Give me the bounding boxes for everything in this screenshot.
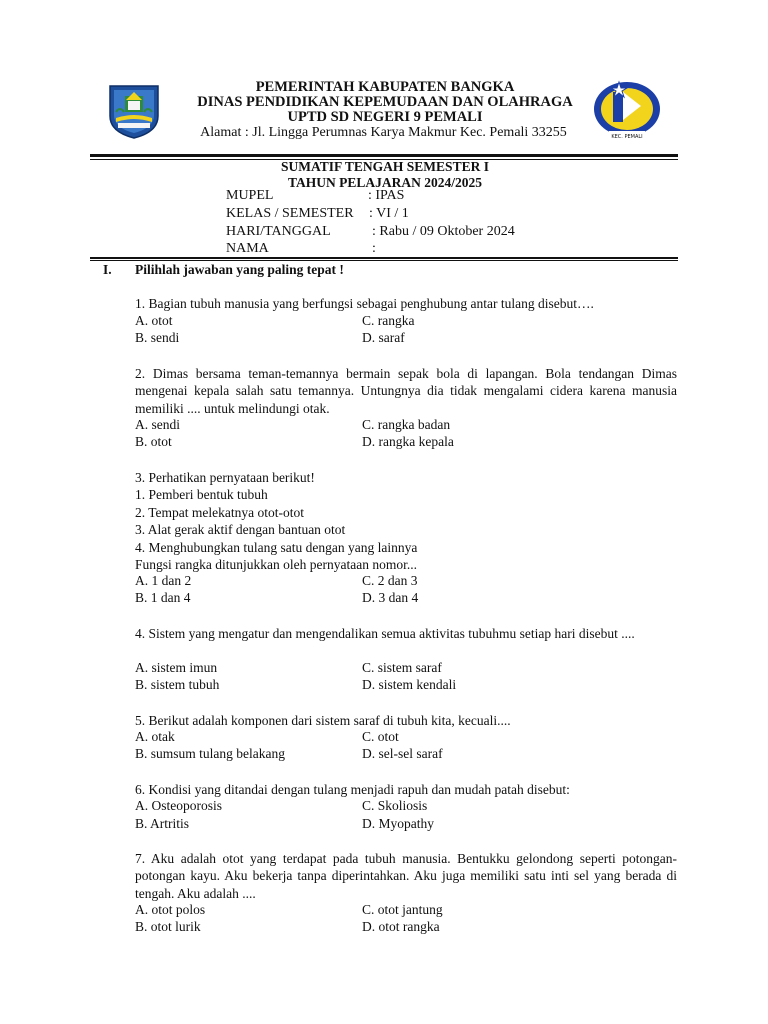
info-value: : Rabu / 09 Oktober 2024 [372,224,515,239]
info-label: KELAS / SEMESTER [226,206,354,221]
option-d: D. rangka kepala [362,434,454,449]
question-7 [135,850,677,902]
option-c: C. 2 dan 3 [362,573,418,588]
option-d: D. Myopathy [362,816,434,831]
info-value: : VI / 1 [369,206,409,221]
question-text: 4. Sistem yang mengatur dan mengendalikan semua aktivitas tubuhmu setiap hari disebut .... [135,626,635,641]
option-b: B. sistem tubuh [135,677,220,692]
info-divider-thin [90,260,678,261]
kabupaten-bangka-logo [106,82,162,140]
question-5 [135,712,677,729]
info-row-class [226,206,409,222]
logo-right-bottom-text: KEC. PEMALI [611,134,643,140]
option-c: C. rangka [362,313,415,328]
statement-1: 1. Pemberi bentuk tubuh [135,487,268,503]
option-a: A. otot [135,313,173,328]
statement-3: 3. Alat gerak aktif dengan bantuan otot [135,522,346,538]
question-text: 1. Bagian tubuh manusia yang berfungsi sebagai penghubung antar tulang disebut…. [135,296,594,311]
option-d: D. otot rangka [362,919,440,934]
option-a: A. 1 dan 2 [135,573,192,588]
option-d: D. sistem kendali [362,677,457,692]
option-a: A. Osteoporosis [135,798,222,813]
sd-negeri-9-pemali-logo [591,76,663,142]
option-b: B. Artritis [135,816,190,831]
question-text: 6. Kondisi yang ditandai dengan tulang menjadi rapuh dan mudah patah disebut: [135,782,570,797]
info-label: HARI/TANGGAL [226,224,331,239]
info-label: NAMA [226,241,269,256]
info-value: : IPAS [368,188,405,203]
option-a: A. sistem imun [135,660,218,675]
exam-year: TAHUN PELAJARAN 2024/2025 [287,175,482,190]
option-b: B. 1 dan 4 [135,590,191,605]
option-b: B. otot lurik [135,919,201,934]
option-c: C. otot jantung [362,902,443,917]
header-government: PEMERINTAH KABUPATEN BANGKA [255,79,515,95]
option-b: B. sumsum tulang belakang [135,746,285,761]
option-c: C. rangka badan [362,417,451,432]
option-a: A. otak [135,729,175,744]
info-row-subject [226,188,405,204]
option-d: D. saraf [362,330,405,345]
exam-title: SUMATIF TENGAH SEMESTER I [281,159,489,174]
option-d: D. sel-sel saraf [362,746,443,761]
statement-2: 2. Tempat melekatnya otot-otot [135,504,305,520]
header-department: DINAS PENDIDIKAN KEPEMUDAAN DAN OLAHRAGA [197,94,573,110]
info-label: MUPEL [226,188,274,203]
question-1 [135,295,677,312]
question-text: 7. Aku adalah otot yang terdapat pada tubuh manusia. Bentukku gelondong seperti potongan-potongan kayu. Aku bekerja tanpa diperintahkan. Aku juga memiliki satu inti sel yang berada di tengah. Aku adalah .... [135,851,677,901]
section-instruction: Pilihlah jawaban yang paling tepat ! [135,262,344,277]
statement-4: 4. Menghubungkan tulang satu dengan yang lainnya [135,539,418,555]
option-a: A. otot polos [135,902,206,917]
question-text: 3. Perhatikan pernyataan berikut! [135,470,315,485]
question-3 [135,469,677,573]
option-d: D. 3 dan 4 [362,590,419,605]
info-row-date [226,224,515,240]
info-divider-thick [90,257,678,259]
header-school: UPTD SD NEGERI 9 PEMALI [287,109,483,125]
section-number: I. [103,262,112,277]
option-b: B. otot [135,434,172,449]
header-address: Alamat : Jl. Lingga Perumnas Karya Makmur Kec. Pemali 33255 [200,125,567,140]
info-value: : [372,241,376,256]
header-divider-thick [90,154,678,157]
question-prompt: Fungsi rangka ditunjukkan oleh pernyataan nomor... [135,557,417,573]
info-row-name [226,241,376,257]
question-text: 2. Dimas bersama teman-temannya bermain sepak bola di lapangan. Bola tendangan Dimas mengenai kepala salah satu temannya. Untungnya dia tidak mengalami cidera karena manusia memiliki .... untuk melindungi otak. [135,366,677,416]
question-4 [135,625,677,642]
question-text: 5. Berikut adalah komponen dari sistem saraf di tubuh kita, kecuali.... [135,713,511,728]
option-b: B. sendi [135,330,180,345]
question-6 [135,781,677,798]
question-2 [135,365,677,417]
option-c: C. sistem saraf [362,660,442,675]
option-c: C. Skoliosis [362,798,428,813]
option-c: C. otot [362,729,399,744]
option-a: A. sendi [135,417,180,432]
